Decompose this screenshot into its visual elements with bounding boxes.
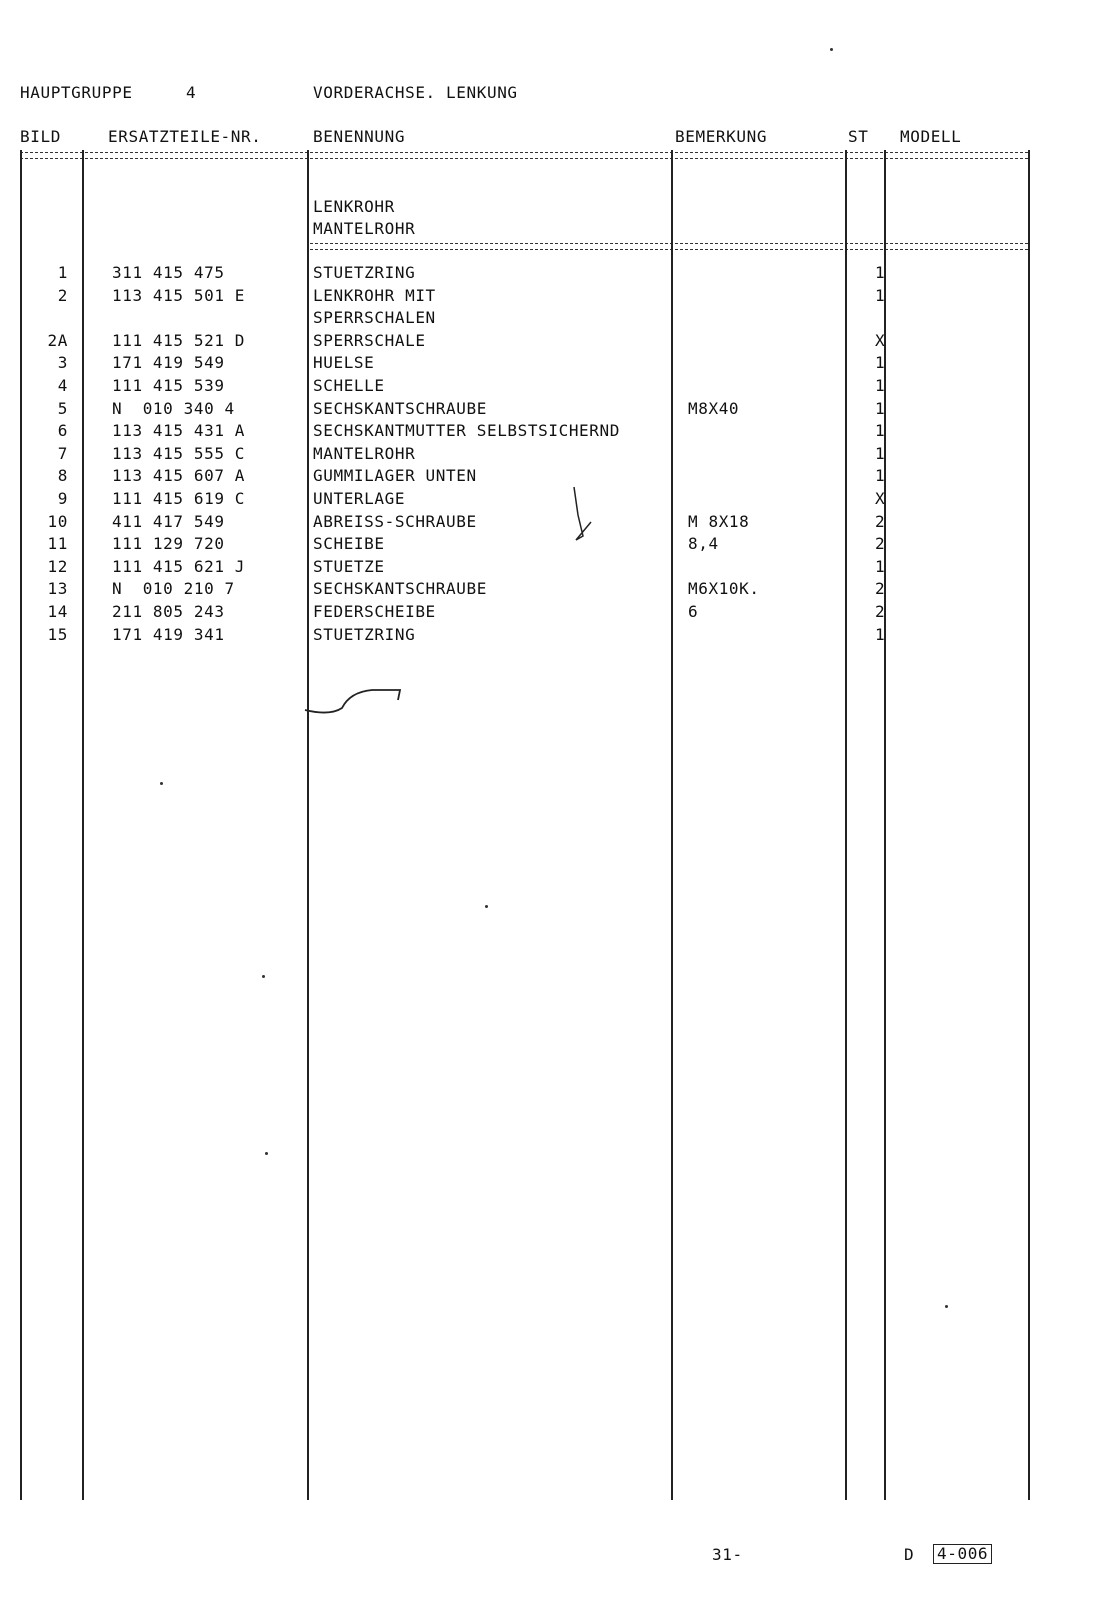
row-qty: 1	[875, 421, 886, 441]
group-label: HAUPTGRUPPE	[20, 83, 133, 102]
group-title: VORDERACHSE. LENKUNG	[313, 83, 518, 102]
row-name: LENKROHR MIT	[313, 285, 436, 305]
row-part-no: 171 419 549	[112, 353, 225, 373]
row-bild: 3	[57, 353, 68, 373]
row-bild: 12	[47, 556, 68, 576]
row-name: SECHSKANTSCHRAUBE	[313, 398, 487, 418]
row-bild: 11	[47, 534, 68, 554]
row-name: SPERRSCHALEN	[313, 308, 436, 328]
pen-check-mark	[574, 487, 591, 540]
scan-speck	[160, 782, 163, 785]
col-name: BENENNUNG	[313, 127, 406, 146]
row-bild: 15	[47, 624, 68, 644]
row-name: STUETZRING	[313, 263, 416, 282]
row-bild: 2A	[47, 330, 68, 350]
row-part-no: 111 415 619 C	[112, 489, 246, 508]
scan-speck	[945, 1305, 948, 1308]
row-part-no: 411 417 549	[112, 511, 225, 531]
row-bild: 1	[57, 263, 68, 282]
row-name: SECHSKANTMUTTER SELBSTSICHERND	[313, 421, 620, 441]
page-code: 4-006	[933, 1544, 992, 1564]
row-remark: M8X40	[688, 398, 740, 418]
row-name: SECHSKANTSCHRAUBE	[313, 579, 487, 599]
row-remark: 8,4	[688, 534, 719, 554]
row-name: FEDERSCHEIBE	[313, 602, 436, 621]
row-name: STUETZRING	[313, 624, 416, 644]
row-part-no: 113 415 555 C	[112, 443, 246, 463]
row-part-no: 113 415 431 A	[112, 421, 246, 441]
row-part-no: 311 415 475	[112, 263, 225, 282]
scan-speck	[262, 975, 265, 978]
group-number: 4	[186, 83, 197, 102]
row-bild: 7	[57, 443, 68, 463]
row-name: SCHELLE	[313, 376, 385, 395]
row-qty: 1	[875, 556, 886, 576]
row-remark: M 8X18	[688, 511, 750, 531]
row-bild: 14	[47, 602, 68, 621]
row-part-no: 111 129 720	[112, 534, 225, 554]
row-part-no: 171 419 341	[112, 624, 225, 644]
row-qty: 2	[875, 602, 886, 621]
row-bild: 13	[47, 579, 68, 599]
section-title-1: LENKROHR	[313, 197, 395, 216]
row-qty: 1	[875, 624, 886, 644]
row-bild: 2	[57, 285, 68, 305]
row-qty: 1	[875, 398, 886, 418]
page-number: 31-	[712, 1545, 743, 1564]
row-bild: 5	[57, 398, 68, 418]
row-remark: 6	[688, 602, 699, 621]
section-title-2: MANTELROHR	[313, 219, 416, 238]
row-qty: 2	[875, 534, 886, 554]
row-qty: X	[875, 489, 886, 508]
row-bild: 10	[47, 511, 68, 531]
row-qty: X	[875, 330, 886, 350]
row-remark: M6X10K.	[688, 579, 760, 599]
row-name: HUELSE	[313, 353, 375, 373]
row-part-no: 113 415 501 E	[112, 285, 246, 305]
scan-speck	[485, 905, 488, 908]
scan-speck	[830, 48, 833, 51]
row-name: MANTELROHR	[313, 443, 416, 463]
col-remark: BEMERKUNG	[675, 127, 768, 146]
row-bild: 4	[57, 376, 68, 395]
row-name: STUETZE	[313, 556, 385, 576]
row-qty: 1	[875, 376, 886, 395]
row-qty: 1	[875, 285, 886, 305]
row-name: SCHEIBE	[313, 534, 385, 554]
scan-speck	[265, 1152, 268, 1155]
row-qty: 2	[875, 511, 886, 531]
row-bild: 9	[57, 489, 68, 508]
row-part-no: 113 415 607 A	[112, 466, 246, 486]
pen-scribble	[305, 690, 400, 713]
row-part-no: 111 415 521 D	[112, 330, 246, 350]
col-model: MODELL	[900, 127, 962, 146]
row-part-no: 111 415 539	[112, 376, 225, 395]
row-part-no: 111 415 621 J	[112, 556, 246, 576]
row-part-no: N 010 340 4	[112, 398, 235, 418]
row-name: SPERRSCHALE	[313, 330, 426, 350]
footer-lang: D	[904, 1545, 915, 1564]
row-part-no: N 010 210 7	[112, 579, 235, 599]
row-qty: 2	[875, 579, 886, 599]
row-bild: 8	[57, 466, 68, 486]
col-part-no: ERSATZTEILE-NR.	[108, 127, 262, 146]
row-name: GUMMILAGER UNTEN	[313, 466, 477, 486]
row-part-no: 211 805 243	[112, 602, 225, 621]
row-qty: 1	[875, 466, 886, 486]
row-qty: 1	[875, 443, 886, 463]
row-qty: 1	[875, 353, 886, 373]
row-bild: 6	[57, 421, 68, 441]
row-name: UNTERLAGE	[313, 489, 406, 508]
row-name: ABREISS-SCHRAUBE	[313, 511, 477, 531]
row-qty: 1	[875, 263, 886, 282]
col-qty: ST	[848, 127, 869, 146]
col-bild: BILD	[20, 127, 61, 146]
